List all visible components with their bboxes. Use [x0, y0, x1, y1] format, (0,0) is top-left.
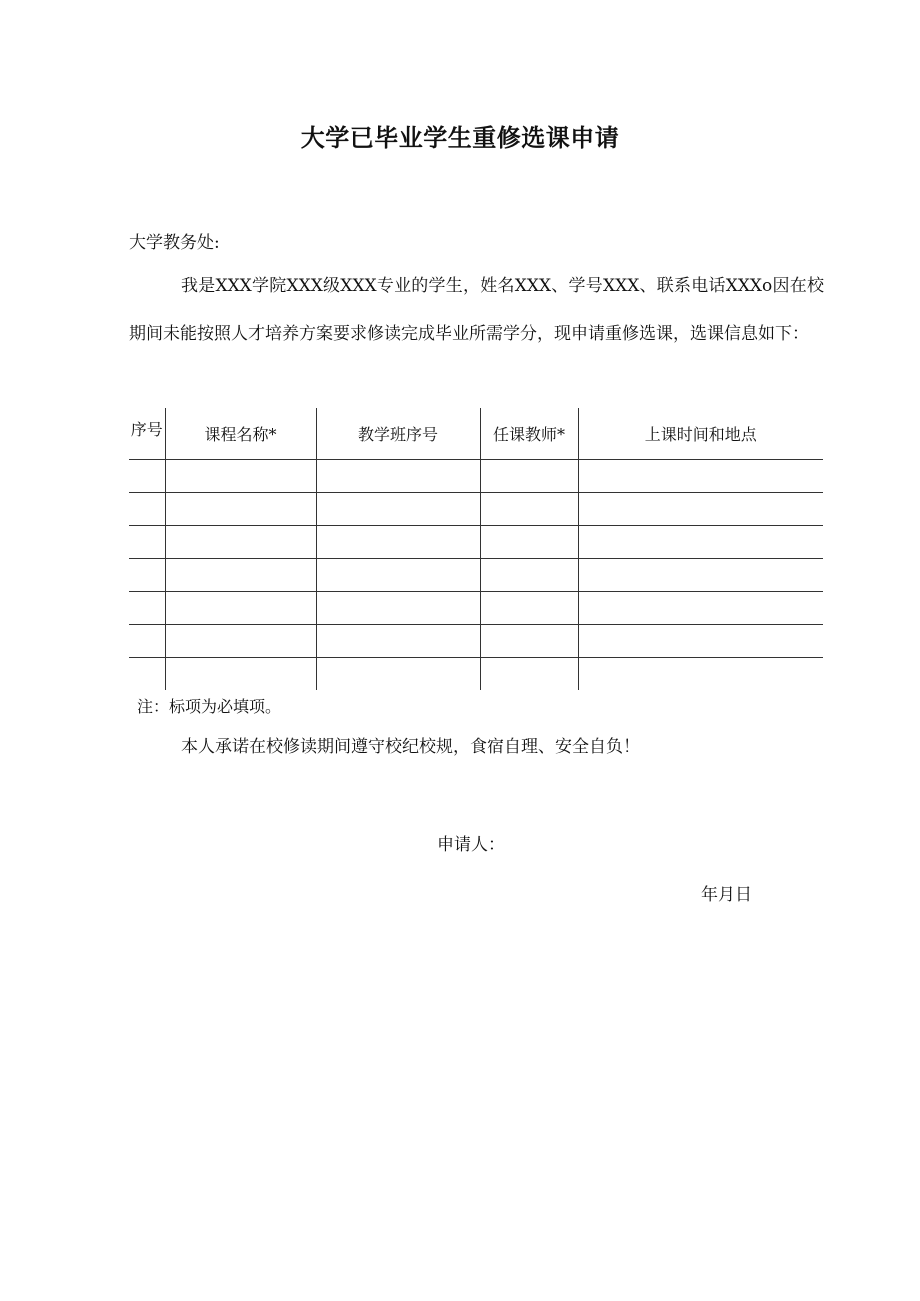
header-course-name: 课程名称* [165, 408, 316, 460]
table-cell[interactable] [578, 658, 823, 691]
table-cell[interactable] [165, 559, 316, 592]
table-cell[interactable] [480, 559, 578, 592]
table-cell[interactable] [316, 625, 480, 658]
table-cell[interactable] [316, 460, 480, 493]
document-title: 大学已毕业学生重修选课申请 [300, 124, 620, 152]
table-body [129, 460, 823, 691]
table-cell[interactable] [129, 559, 165, 592]
application-body: 我是XXX学院XXX级XXX专业的学生，姓名XXX、学号XXX、联系电话XXXo因在校期间未能按照人才培养方案要求修读完成毕业所需学分，现申请重修选课，选课信息如下： [129, 276, 824, 344]
applicant-signature-label: 申请人： [437, 835, 505, 855]
table-row [129, 493, 823, 526]
salutation: 大学教务处: [129, 233, 220, 253]
table-cell[interactable] [165, 493, 316, 526]
table-row [129, 592, 823, 625]
table-cell[interactable] [578, 493, 823, 526]
table-row [129, 526, 823, 559]
table-cell[interactable] [129, 493, 165, 526]
table-cell[interactable] [578, 625, 823, 658]
header-class-number: 教学班序号 [316, 408, 480, 460]
date-label: 年月日 [701, 885, 752, 905]
table-cell[interactable] [480, 658, 578, 691]
table-cell[interactable] [129, 460, 165, 493]
table-cell[interactable] [578, 460, 823, 493]
table-cell[interactable] [316, 526, 480, 559]
table-cell[interactable] [165, 526, 316, 559]
table-cell[interactable] [129, 625, 165, 658]
table-cell[interactable] [578, 592, 823, 625]
table-row [129, 658, 823, 691]
table-cell[interactable] [165, 658, 316, 691]
table-cell[interactable] [480, 493, 578, 526]
table-cell[interactable] [316, 658, 480, 691]
table-cell[interactable] [165, 460, 316, 493]
table-cell[interactable] [129, 526, 165, 559]
table-cell[interactable] [165, 592, 316, 625]
table-cell[interactable] [480, 625, 578, 658]
table-cell[interactable] [578, 559, 823, 592]
table-cell[interactable] [316, 592, 480, 625]
header-teacher: 任课教师* [480, 408, 578, 460]
table-cell[interactable] [480, 526, 578, 559]
table-cell[interactable] [578, 526, 823, 559]
table-cell[interactable] [165, 625, 316, 658]
required-note: 注：标项为必填项。 [137, 697, 282, 716]
table-row [129, 559, 823, 592]
table-cell[interactable] [316, 559, 480, 592]
table-cell[interactable] [480, 460, 578, 493]
table-row [129, 460, 823, 493]
table-row [129, 625, 823, 658]
table-header-row [129, 408, 823, 460]
header-seq: 序号 [129, 408, 165, 460]
header-time-location: 上课时间和地点 [578, 408, 823, 460]
course-selection-table [129, 408, 823, 690]
table-cell[interactable] [129, 592, 165, 625]
table-cell[interactable] [129, 658, 165, 691]
table-cell[interactable] [480, 592, 578, 625]
table-cell[interactable] [316, 493, 480, 526]
pledge-statement: 本人承诺在校修读期间遵守校纪校规，食宿自理、安全自负！ [181, 737, 640, 757]
